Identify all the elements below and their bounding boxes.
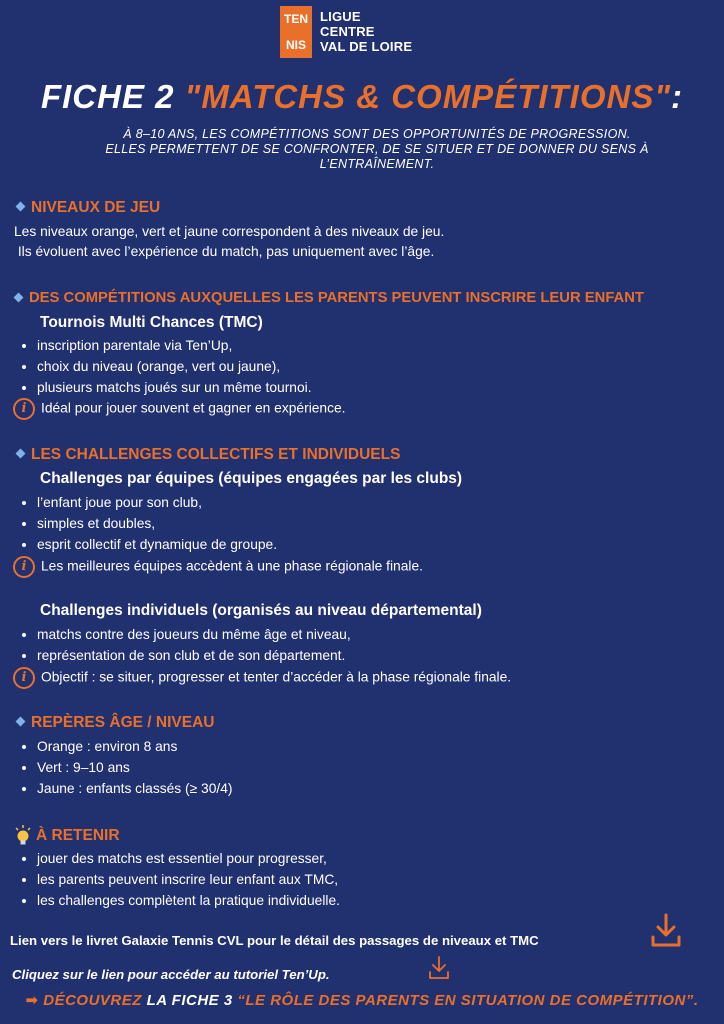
lightbulb-icon	[14, 825, 32, 847]
intro-text	[60, 127, 694, 172]
list-item-text: plusieurs matchs joués sur un même tournoi.	[37, 380, 312, 395]
list-item-text: Vert : 9–10 ans	[37, 760, 130, 775]
footer-next-sheet	[0, 991, 724, 1009]
section-reperes-heading	[14, 714, 214, 732]
intro-line3: L’ENTRAÎNEMENT.	[319, 157, 435, 171]
download-icon[interactable]	[650, 913, 682, 949]
bullet-icon	[22, 654, 26, 658]
list-item	[22, 891, 340, 911]
tmc-heading: Tournois Multi Chances (TMC)	[40, 314, 263, 331]
individual-challenges-heading: Challenges individuels (organisés au niveau départemental)	[40, 602, 482, 619]
bullet-icon	[22, 633, 26, 637]
bullet-icon	[22, 501, 26, 505]
page-title	[0, 78, 724, 116]
list-item	[22, 378, 312, 398]
section-competitions-heading	[12, 290, 644, 306]
list-item	[22, 535, 277, 555]
bullet-icon	[22, 522, 26, 526]
list-item-text: inscription parentale via Ten’Up,	[37, 338, 233, 353]
list-item-text: les parents peuvent inscrire leur enfant aux TMC,	[37, 872, 339, 887]
bullet-icon	[22, 543, 26, 547]
team-challenges-heading: Challenges par équipes (équipes engagées par les clubs)	[40, 470, 463, 487]
league-logo	[280, 6, 312, 58]
info-icon: i	[13, 556, 35, 578]
individual-info-text: Objectif : se situer, progresser et tenter d’accéder à la phase régionale finale.	[41, 669, 512, 685]
list-item	[22, 870, 338, 890]
individual-info	[13, 667, 511, 689]
diamond-icon	[16, 449, 26, 459]
list-item	[22, 493, 202, 513]
section-challenges-title: LES CHALLENGES COLLECTIFS ET INDIVIDUELS	[31, 446, 401, 463]
bullet-icon	[22, 787, 26, 791]
title-prefix: FICHE 2	[40, 78, 185, 115]
list-item	[22, 849, 327, 869]
section-competitions-title: DES COMPÉTITIONS AUXQUELLES LES PARENTS PEUVENT INSCRIRE LEUR ENFANT	[29, 290, 644, 306]
bullet-icon	[22, 745, 26, 749]
livret-link-text[interactable]: Lien vers le livret Galaxie Tennis CVL pour le détail des passages de niveaux et TMC	[10, 933, 539, 948]
section-retenir-heading	[14, 825, 120, 847]
livret-link[interactable]	[10, 933, 539, 948]
list-item-text: jouer des matchs est essentiel pour progresser,	[37, 851, 327, 866]
list-item-text: Orange : environ 8 ans	[37, 739, 178, 754]
footer-part1: DÉCOUVREZ	[38, 992, 147, 1009]
tutoriel-link-text[interactable]: Cliquez sur le lien pour accéder au tutoriel Ten’Up.	[12, 967, 330, 982]
list-item	[22, 646, 345, 666]
section-challenges-heading	[14, 446, 400, 464]
section-niveaux-title: NIVEAUX DE JEU	[31, 199, 161, 216]
list-item	[22, 625, 351, 645]
bullet-icon	[22, 857, 26, 861]
list-item	[22, 779, 232, 799]
list-item	[22, 336, 232, 356]
niveaux-line1: Les niveaux orange, vert et jaune correspondent à des niveaux de jeu.	[14, 224, 445, 239]
section-retenir-title: À RETENIR	[36, 827, 120, 845]
logo-top-text: TEN	[280, 6, 312, 33]
section-reperes-title: REPÈRES ÂGE / NIVEAU	[31, 714, 215, 731]
footer-part2: LA FICHE 3	[146, 992, 238, 1009]
title-suffix: :	[671, 78, 684, 115]
diamond-icon	[16, 717, 26, 727]
list-item-text: esprit collectif et dynamique de groupe.	[37, 537, 278, 552]
diamond-icon	[16, 202, 26, 212]
team-info	[13, 556, 423, 578]
section-niveaux-heading	[14, 199, 160, 217]
org-name-line2: CENTRE	[320, 24, 375, 39]
tmc-info-text: Idéal pour jouer souvent et gagner en expérience.	[41, 400, 346, 416]
title-highlight: "MATCHS & COMPÉTITIONS"	[184, 78, 672, 115]
intro-line1: À 8–10 ANS, LES COMPÉTITIONS SONT DES OPPORTUNITÉS DE PROGRESSION.	[123, 127, 631, 141]
logo-bottom-text: NIS	[280, 32, 312, 58]
diamond-icon	[14, 292, 24, 302]
arrow-right-icon: ➡	[25, 992, 39, 1009]
download-icon[interactable]	[427, 955, 451, 981]
list-item-text: les challenges complètent la pratique individuelle.	[37, 893, 340, 908]
list-item	[22, 357, 280, 377]
team-info-text: Les meilleures équipes accèdent à une phase régionale finale.	[41, 558, 423, 574]
tutoriel-link[interactable]	[12, 967, 330, 982]
info-icon: i	[13, 667, 35, 689]
list-item-text: choix du niveau (orange, vert ou jaune),	[37, 359, 281, 374]
bullet-icon	[22, 344, 26, 348]
org-name-line1: LIGUE	[320, 9, 361, 24]
list-item	[22, 737, 177, 757]
intro-line2: ELLES PERMETTENT DE SE CONFRONTER, DE SE SITUER ET DE DONNER DU SENS À	[105, 142, 649, 156]
org-name-line3: VAL DE LOIRE	[320, 39, 413, 54]
list-item	[22, 758, 130, 778]
footer-part3: “LE RÔLE DES PARENTS EN SITUATION DE COMPÉTITION”.	[237, 992, 699, 1009]
list-item	[22, 514, 155, 534]
list-item-text: matchs contre des joueurs du même âge et niveau,	[37, 627, 351, 642]
list-item-text: l’enfant joue pour son club,	[37, 495, 202, 510]
bullet-icon	[22, 386, 26, 390]
bullet-icon	[22, 365, 26, 369]
list-item-text: représentation de son club et de son département.	[37, 648, 346, 663]
bullet-icon	[22, 766, 26, 770]
niveaux-line2: Ils évoluent avec l’expérience du match, pas uniquement avec l’âge.	[14, 244, 435, 259]
tmc-info	[13, 398, 346, 420]
info-icon: i	[13, 398, 35, 420]
list-item-text: simples et doubles,	[37, 516, 156, 531]
bullet-icon	[22, 878, 26, 882]
bullet-icon	[22, 899, 26, 903]
list-item-text: Jaune : enfants classés (≥ 30/4)	[37, 781, 233, 796]
